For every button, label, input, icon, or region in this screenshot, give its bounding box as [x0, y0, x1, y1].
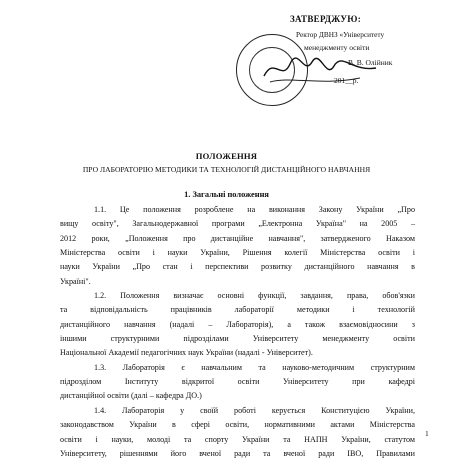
text-line: освіти і науки, молоді та спорту України та НАПН України, статутом	[60, 434, 415, 444]
approval-date: 201__р.	[334, 76, 359, 85]
body-text	[60, 203, 415, 461]
text-line: 1.4. Лабораторія у своїй роботі керується Конституцією України,	[94, 405, 415, 415]
text-line: 2012 роки, „Положення про дистанційне навчання", затвердженого Наказом	[60, 233, 415, 243]
text-line: Україні".	[60, 276, 91, 286]
document-subtitle: ПРО ЛАБОРАТОРІЮ МЕТОДИКИ ТА ТЕХНОЛОГІЙ ДИСТАНЦІЙНОГО НАВЧАННЯ	[82, 165, 371, 174]
text-line: підрозділом Інституту відкритої освіти Університету при кафедрі	[60, 377, 415, 387]
approval-title: ЗАТВЕРДЖУЮ:	[290, 14, 362, 24]
approval-name: В. В. Олійник	[348, 58, 393, 67]
approval-position: Ректор ДВНЗ «Університету	[296, 30, 385, 39]
text-line: законодавством України в сфері освіти, нормативними актами Міністерства	[60, 420, 415, 430]
text-line: Міністерства освіти і науки України, Рішення колегії Міністерства освіти і	[60, 248, 415, 258]
section-heading: 1. Загальні положення	[184, 190, 269, 199]
text-line: дистанційної освіти (далі – кафедра ДО.)	[60, 391, 202, 401]
page-number: 1	[425, 429, 429, 438]
text-line: науки України „Про стан і перспективи розвитку дистанційного навчання в	[60, 262, 415, 272]
approval-block	[236, 6, 446, 110]
text-line: Національної Академії педагогічних наук України (надалі - Університет).	[60, 348, 313, 358]
text-line: іншими структурними підрозділами Університету менеджменту освіти	[60, 334, 415, 344]
text-line: дистанційного навчання (надалі – Лабораторія), а також взаємовідносини з	[60, 319, 415, 329]
text-line: Університету, рішеннями його вченої ради та вченої ради ІВО, Правилами	[60, 448, 415, 458]
document-title: ПОЛОЖЕННЯ	[195, 151, 258, 161]
text-line: вищу освіту", Загальнодержавної програми „Електронна Україна" на 2005 –	[60, 219, 415, 229]
text-line: та відповідальність працівників лабораторії методики і технологій	[60, 305, 415, 315]
text-line: 1.3. Лабораторія є навчальним та науково-методичним структурним	[94, 362, 415, 372]
approval-institution: менеджменту освіти	[304, 43, 370, 52]
text-line: 1.1. Це положення розроблене на виконання Закону України „Про	[94, 205, 415, 214]
text-line: 1.2. Положення визначає основні функції, завдання, права, обов'язки	[94, 291, 415, 301]
